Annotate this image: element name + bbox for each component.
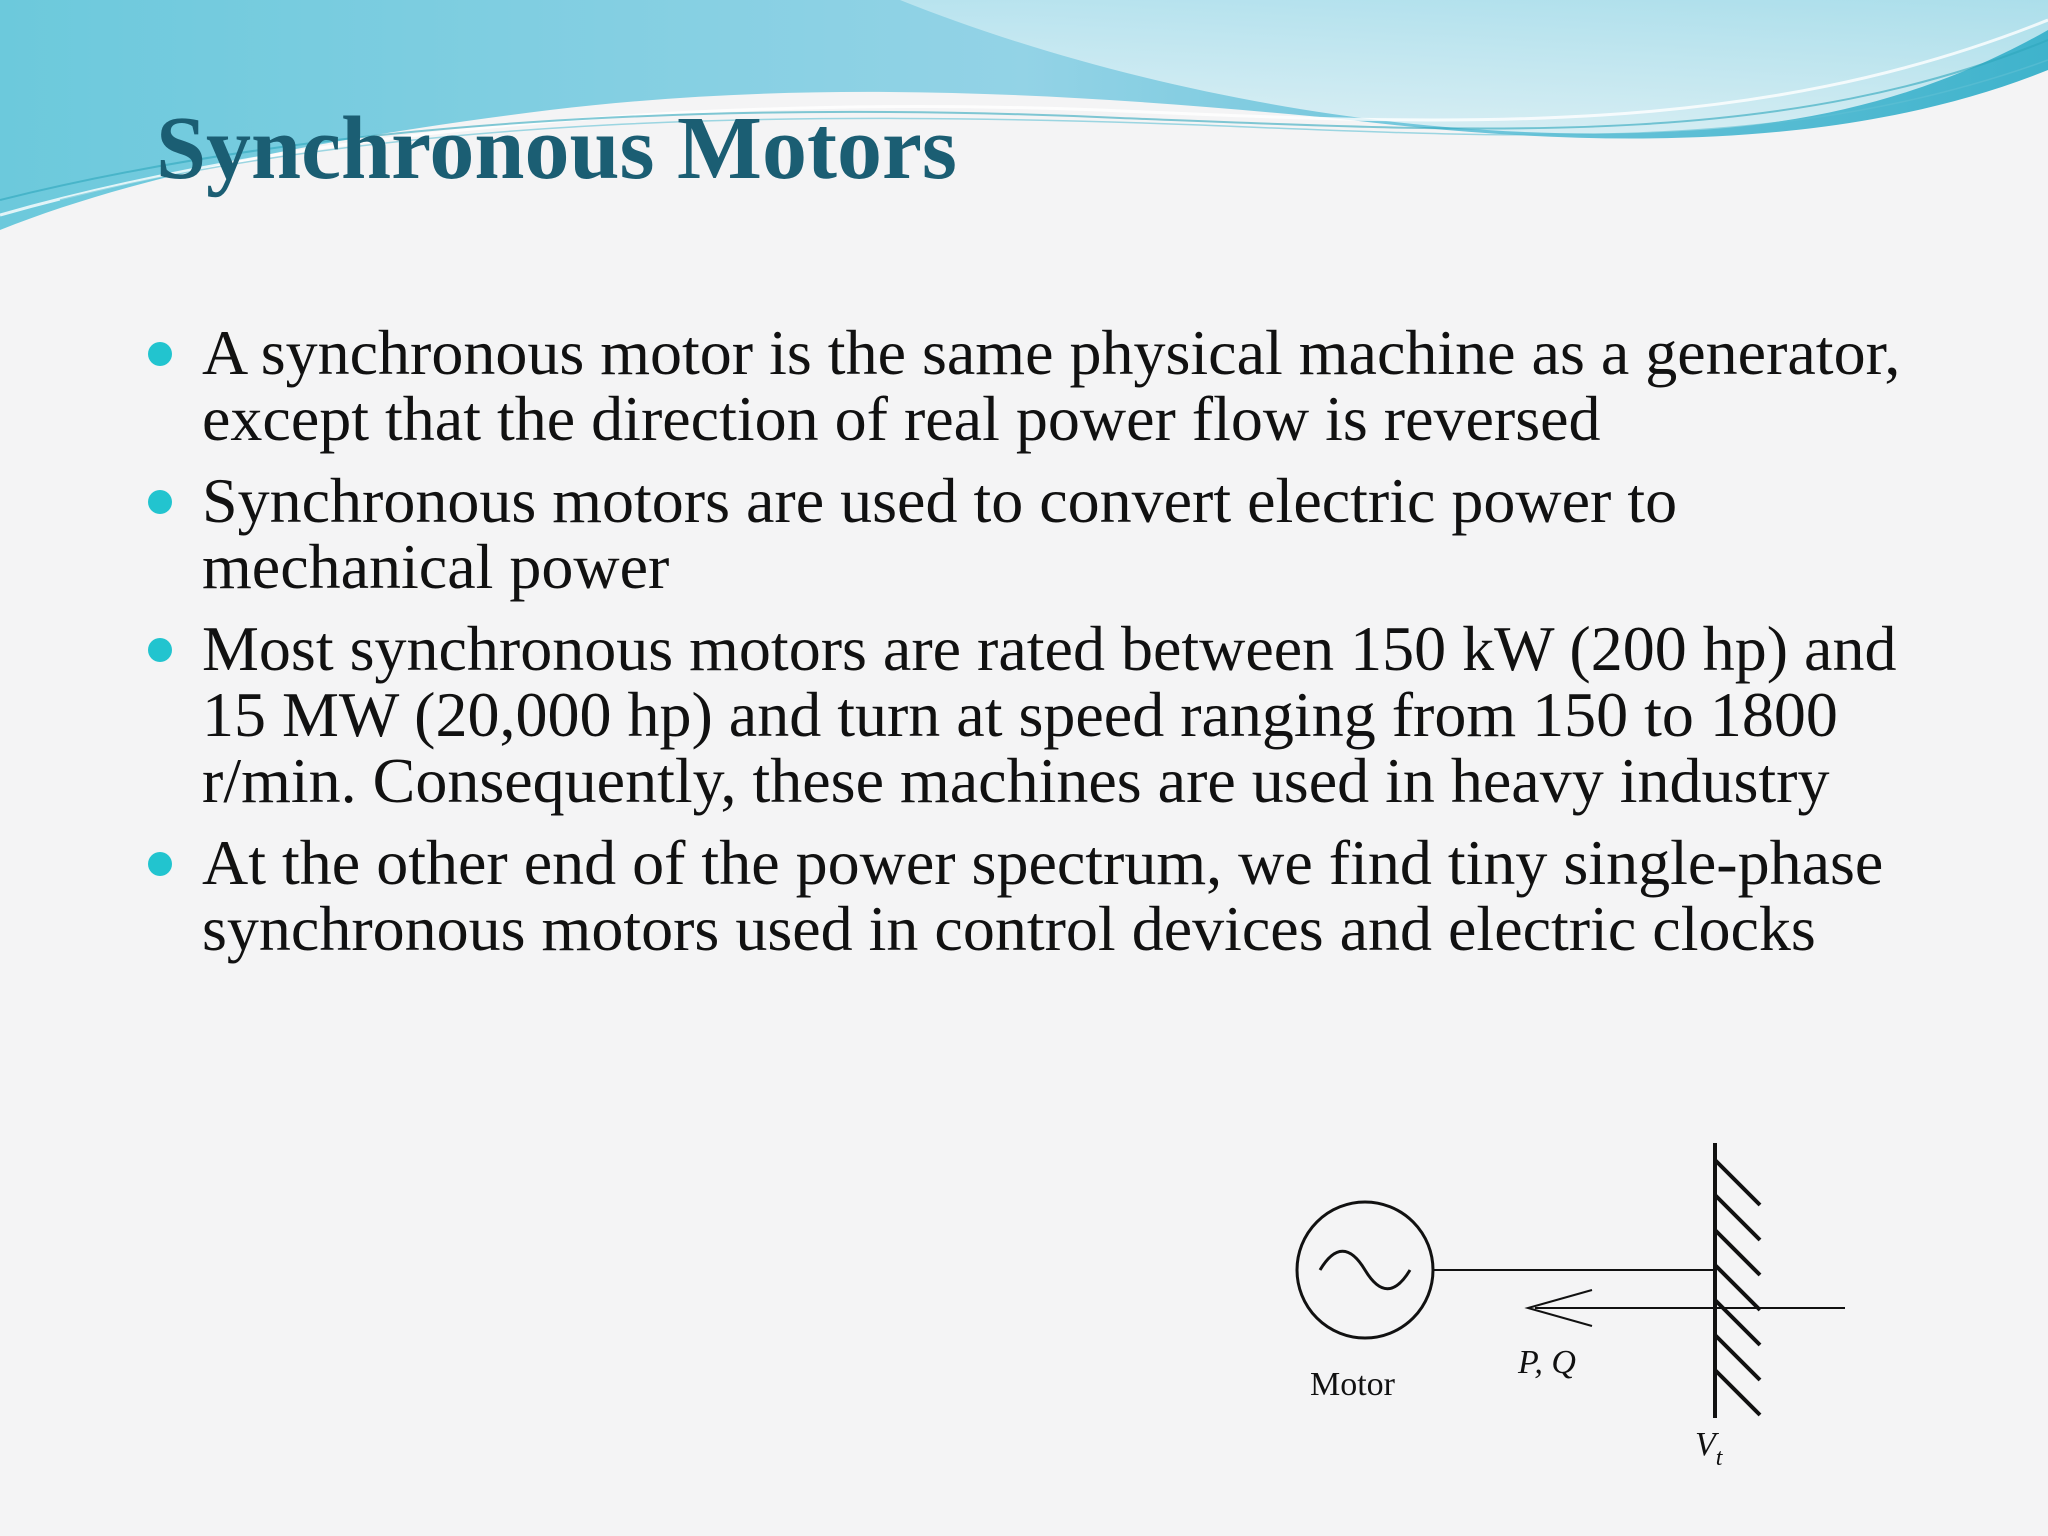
sine-wave-icon [1320, 1251, 1410, 1289]
voltage-subscript: t [1715, 1445, 1723, 1471]
bullet-dot-icon [148, 638, 172, 662]
voltage-symbol: V [1695, 1426, 1716, 1463]
bus-hatching [1715, 1160, 1760, 1415]
bullet-item [148, 317, 1948, 454]
bullet-dot-icon [148, 852, 172, 876]
slide-title: Synchronous Motors [156, 99, 957, 198]
power-flow-label: P, Q [1518, 1344, 1576, 1381]
bullet-list [148, 317, 1948, 978]
bullet-item [148, 465, 1948, 602]
bullet-dot-icon [148, 342, 172, 366]
motor-circuit-diagram [1280, 1140, 1880, 1480]
bullet-item [148, 827, 1948, 964]
bullet-text: At the other end of the power spectrum, we find tiny single-phase synchronous motors used in control devices and electric clocks [202, 827, 1884, 964]
bullet-text: A synchronous motor is the same physical machine as a generator, except that the direction of real power flow is reversed [202, 317, 1901, 454]
bullet-item [148, 613, 1948, 816]
bullet-text: Most synchronous motors are rated between 150 kW (200 hp) and 15 MW (20,000 hp) and turn at speed ranging from 150 to 1800 r/min. Consequently, these machines are used in heavy industry [202, 613, 1897, 816]
motor-label: Motor [1310, 1366, 1395, 1403]
bullet-text: Synchronous motors are used to convert electric power to mechanical power [202, 465, 1678, 602]
terminal-voltage-label [1695, 1426, 1724, 1471]
bullet-dot-icon [148, 490, 172, 514]
